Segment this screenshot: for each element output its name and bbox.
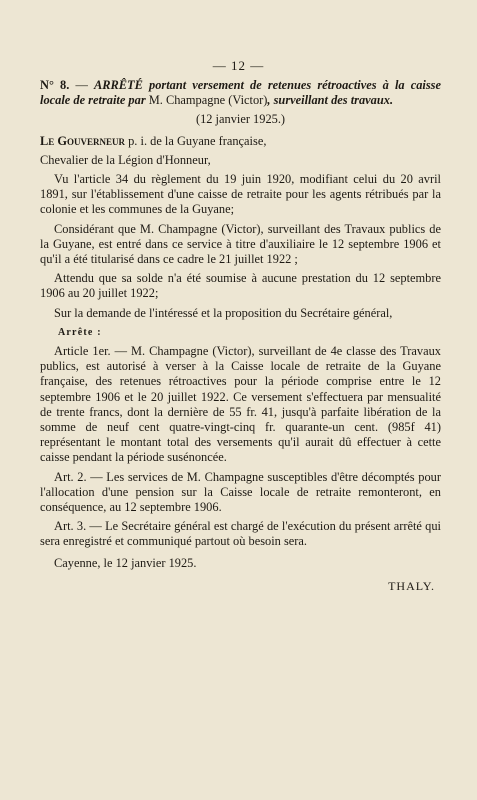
place-date: Cayenne, le 12 janvier 1925. bbox=[54, 555, 197, 570]
title-text-1: portant versement de retenues rétroactives à la caisse locale de retraite par bbox=[40, 78, 441, 108]
title-name: M. Champagne (Victor) bbox=[148, 93, 268, 108]
article-3 bbox=[40, 519, 441, 549]
article-3-label: Art. 3. bbox=[54, 519, 87, 534]
article-2-text: — Les services de M. Champagne susceptibles d'être décomptés pour l'allocation d'une pension sur la Caisse locale de retraite remonteront, en conséquence, au 12 septembre 1906. bbox=[40, 469, 441, 515]
governor-label: Le Gouverneur bbox=[40, 133, 126, 148]
decree-title bbox=[40, 78, 441, 108]
knight-line: Chevalier de la Légion d'Honneur, bbox=[40, 152, 211, 167]
consideration-1: Vu l'article 34 du règlement du 19 juin 1920, modifiant celui du 20 avril 1891, sur l'établissement d'une caisse de retraite pour les agents rétribués par la colonie et les communes de la Guyane; bbox=[40, 172, 441, 217]
governor-line bbox=[40, 134, 441, 149]
consideration-2: Considérant que M. Champagne (Victor), surveillant des Travaux publics de la Guyane, est entré dans ce service à titre d'auxiliaire le 12 septembre 1906 et qu'il a été titularisé dans ce cadre le 21 juillet 1922 ; bbox=[40, 221, 441, 267]
governor-rest: p. i. de la Guyane française, bbox=[125, 133, 267, 148]
decree-date: (12 janvier 1925.) bbox=[195, 112, 286, 127]
consideration-4: Sur la demande de l'intéressé et la proposition du Secrétaire général, bbox=[54, 305, 393, 320]
article-2 bbox=[40, 470, 441, 516]
article-3-text: — Le Secrétaire général est chargé de l'exécution du présent arrêté qui sera enregistré et communiqué partout où besoin sera. bbox=[40, 519, 441, 549]
consideration-3: Attendu que sa solde n'a été soumise à aucune prestation du 12 septembre 1906 au 20 juillet 1922; bbox=[40, 271, 441, 301]
decree-number: N° 8. bbox=[40, 78, 70, 92]
title-dash: — bbox=[75, 78, 94, 92]
article-1-label: Article 1er. bbox=[54, 344, 111, 359]
arrete-label: Arrête : bbox=[58, 326, 102, 338]
document-body bbox=[40, 78, 441, 594]
article-2-label: Art. 2. bbox=[54, 469, 87, 484]
page-number: — 12 — bbox=[212, 58, 265, 73]
article-1-text: — M. Champagne (Victor), surveillant de 4e classe des Travaux publics, est autorisé à verser à la Caisse locale de retraite de la Guyane française, des retenues rétroactives pour la période comprise entre le 12 septembre 1906 et le 20 juillet 1922. Ce versement s'effectuera par mensualité de trente francs, dont la dernière de 55 fr. 41, jusqu'à parfaite libération de la somme de neuf cent quatre-vingt-cinq fr. quarante-un cent. (985f 41) représentant le montant total des versements qu'il aurait dû effectuer à cette caisse pendant la période susénoncée. bbox=[40, 344, 441, 465]
title-text-2: , surveillant des travaux. bbox=[267, 93, 394, 108]
title-arrete-word: ARRÊTÉ bbox=[93, 78, 143, 92]
signature: THALY. bbox=[388, 578, 435, 593]
article-1 bbox=[40, 344, 441, 466]
